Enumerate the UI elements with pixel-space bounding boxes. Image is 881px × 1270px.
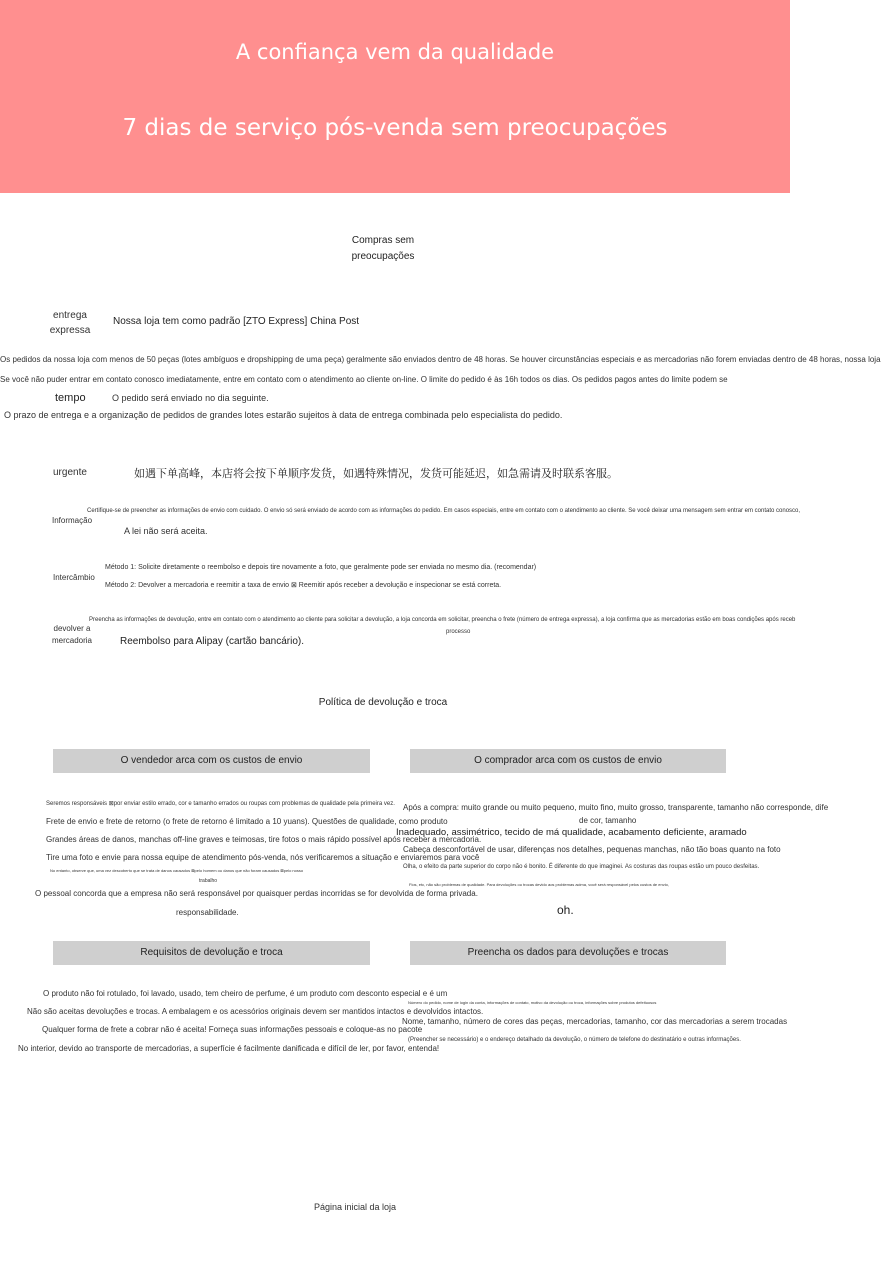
buyer-line: oh. xyxy=(557,903,574,917)
exchange-label: Intercâmbio xyxy=(53,573,95,582)
urgent-label: urgente xyxy=(53,467,87,478)
store-home-link[interactable]: Página inicial da loja xyxy=(313,1202,397,1212)
shipping-policy-line-1: Os pedidos da nossa loja com menos de 50 peças (lotes ambíguos e dropshipping de uma peça) geralmente são enviados dentro de 48 horas. Se houver circunstâncias especiais e as mercadorias não forem enviadas dentro de 48 horas, nossa loja xyxy=(0,355,881,364)
banner-subtitle: 7 dias de serviço pós-venda sem preocupações xyxy=(122,115,668,141)
seller-line: Grandes áreas de danos, manchas off-line graves e teimosas, tire fotos o mais rápido possível após receber a mercadoria. xyxy=(46,835,482,844)
return-label-line-2: mercadoria xyxy=(51,636,92,645)
section-title xyxy=(0,233,766,265)
law-note: A lei não será aceita. xyxy=(124,526,208,536)
info-label: Informação xyxy=(52,516,93,525)
banner-title: A confiança vem da qualidade xyxy=(235,40,555,64)
shipping-policy-line-2: Se você não puder entrar em contato conosco imediatamente, entre em contato com o atendimento ao cliente on-line. O limite do pedido é às 16h todos os dias. Os pedidos pagos antes do limite podem se xyxy=(0,375,728,384)
seller-line: responsabilidade. xyxy=(176,908,239,917)
buyer-line: Fios, etc, não são problemas de qualidade. Para devoluções ou trocas devido aos problemas acima, você será responsável pelos custos de envio, xyxy=(409,882,669,887)
delivery-label xyxy=(40,308,100,338)
seller-shipping-bar: O vendedor arca com os custos de envio xyxy=(53,749,370,773)
time-text: O pedido será enviado no dia seguinte. xyxy=(112,393,269,403)
buyer-line: Inadequado, assimétrico, tecido de má qualidade, acabamento deficiente, aramado xyxy=(396,827,747,838)
fill-line: Número do pedido, nome de login da conta, informações de contato, motivo da devolução ou troca, informações sobre produtos defeituosos xyxy=(408,1000,657,1005)
return-process: processo xyxy=(446,629,471,635)
refund-note: Reembolso para Alipay (cartão bancário). xyxy=(120,636,304,647)
buyer-line: Após a compra: muito grande ou muito pequeno, muito fino, muito grosso, transparente, tamanho não corresponde, dife xyxy=(403,803,829,812)
seller-line: No entanto, observe que, uma vez descoberto que se trata de danos causados ⊠pelo homem ou danos que não foram causados ⊠pelo nosso xyxy=(50,868,304,873)
exchange-method-2: Método 2: Devolver a mercadoria e reemitir a taxa de envio ⊠ Reemitir após receber a devolução e inspecionar se está correta. xyxy=(105,582,502,589)
header-banner xyxy=(0,0,790,193)
seller-line: Tire uma foto e envie para nossa equipe de atendimento pós-venda, nós verificaremos a situação e enviaremos para você xyxy=(46,853,480,862)
requirements-line: O produto não foi rotulado, foi lavado, usado, tem cheiro de perfume, é um produto com desconto especial e é um xyxy=(43,989,448,998)
seller-line: trabalho xyxy=(199,878,218,884)
time-label: tempo xyxy=(55,392,86,404)
section-title-line-2: preocupações xyxy=(351,251,415,262)
buyer-shipping-bar: O comprador arca com os custos de envio xyxy=(410,749,726,773)
exchange-method-1: Método 1: Solicite diretamente o reembolso e depois tire novamente a foto, que geralmente pode ser enviada no mesmo dia. (recomendar) xyxy=(105,564,537,571)
fill-line: (Preencher se necessário) e o endereço detalhado da devolução, o número de telefone do destinatário e outras informações. xyxy=(408,1037,741,1043)
delivery-label-line-2: expressa xyxy=(49,325,91,336)
seller-line: O pessoal concorda que a empresa não será responsável por quaisquer perdas incorridas se for devolvida de forma privada. xyxy=(35,889,478,898)
return-text: Preencha as informações de devolução, entre em contato com o atendimento ao cliente para solicitar a devolução, a loja concorda em solicitar, preencha o frete (número de entrega expressa), a loja confirma que as mercadorias estão em boas condições após receb xyxy=(89,617,796,623)
seller-line: Seremos responsáveis ⊠por enviar estilo errado, cor e tamanho errados ou roupas com problemas de qualidade pela primeira vez. xyxy=(46,801,395,807)
return-requirements-bar: Requisitos de devolução e troca xyxy=(53,941,370,965)
requirements-line: Qualquer forma de frete a cobrar não é aceita! Forneça suas informações pessoais e coloque-as no pacote xyxy=(42,1025,423,1034)
buyer-line: Olha, o efeito da parte superior do corpo não é bonito. É diferente do que imaginei. As costuras das roupas estão um pouco desfeitas. xyxy=(403,864,760,870)
buyer-line: de cor, tamanho xyxy=(579,816,637,825)
requirements-line: Não são aceitas devoluções e trocas. A embalagem e os acessórios originais devem ser mantidos intactos e devolvidos intactos. xyxy=(27,1007,484,1016)
delivery-label-line-1: entrega xyxy=(53,310,87,321)
return-label xyxy=(46,623,98,647)
urgent-text: 如遇下单高峰，本店将会按下单顺序发货，如遇特殊情况，发货可能延迟，如急需请及时联系客服。 xyxy=(134,468,618,480)
return-data-bar: Preencha os dados para devoluções e trocas xyxy=(410,941,726,965)
bulk-order-note: O prazo de entrega e a organização de pedidos de grandes lotes estarão sujeitos à data de entrega combinada pelo especialista do pedido. xyxy=(4,410,563,420)
seller-line: Frete de envio e frete de retorno (o frete de retorno é limitado a 10 yuans). Questões de qualidade, como produto xyxy=(46,817,448,826)
return-label-line-1: devolver a xyxy=(53,624,91,633)
buyer-line: Cabeça desconfortável de usar, diferenças nos detalhes, pequenas manchas, não tão boas quanto na foto xyxy=(403,845,781,854)
info-text: Certifique-se de preencher as informações de envio com cuidado. O envio só será enviado de acordo com as informações do pedido. Em casos especiais, entre em contato com o atendimento ao cliente. Se você deixar uma mensagem sem entrar em contato conosco, xyxy=(87,508,801,514)
section-title-line-1: Compras sem xyxy=(351,235,415,246)
fill-line: Nome, tamanho, número de cores das peças, mercadorias, tamanho, cor das mercadorias a serem trocadas xyxy=(402,1017,788,1026)
requirements-line: No interior, devido ao transporte de mercadorias, a superfície é facilmente danificada e difícil de ler, por favor, entenda! xyxy=(18,1044,440,1053)
courier-text: Nossa loja tem como padrão [ZTO Express] China Post xyxy=(113,316,360,327)
policy-title: Política de devolução e troca xyxy=(318,697,448,708)
